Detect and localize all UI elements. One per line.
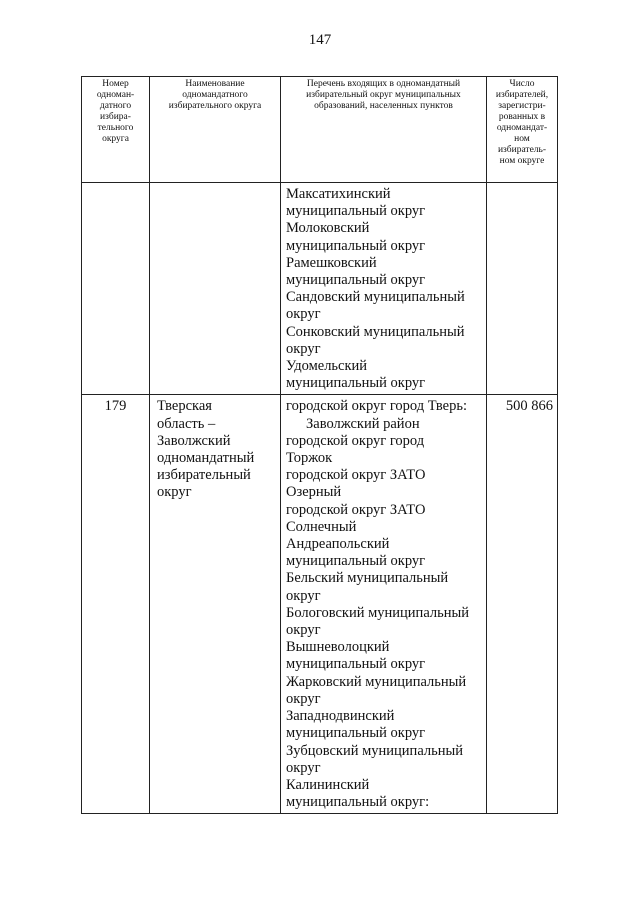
district-name-line: округ: [157, 484, 192, 501]
header-text-line: Номер: [102, 79, 129, 89]
municipality-line: округ: [286, 622, 321, 639]
header-text-line: датного: [99, 101, 132, 111]
header-text-line: избиратель-: [497, 145, 547, 155]
municipality-line: Сонковский муниципальный: [286, 323, 465, 340]
municipality-line: муниципальный округ: [286, 656, 426, 673]
header-text-line: избирательного округа: [168, 101, 262, 111]
header-text-line: округа: [102, 134, 129, 144]
municipality-line: муниципальный округ:: [286, 794, 430, 811]
header-text-line: ном: [514, 134, 530, 144]
page-number: 147: [308, 32, 332, 48]
municipality-line: Рамешковский: [286, 254, 377, 271]
header-voter-count: [487, 77, 558, 183]
header-text-line: Наименование: [185, 79, 245, 89]
header-voters-lines: [489, 79, 555, 167]
continuation-voters-cell: [487, 183, 558, 395]
table-row-continuation: [82, 183, 558, 395]
municipality-line: городской округ город: [286, 432, 425, 449]
district-voter-count: 500 866: [487, 395, 558, 814]
municipality-line: Зубцовский муниципальный: [286, 742, 463, 759]
municipality-line: Вышневолоцкий: [286, 639, 390, 656]
header-text-line: ном округе: [499, 156, 545, 166]
municipality-line: Бельский муниципальный: [286, 570, 449, 587]
municipality-line: Жарковский муниципальный: [286, 673, 467, 690]
municipality-line: Западнодвинский: [286, 708, 395, 725]
municipality-line: Андреапольский: [286, 536, 390, 553]
district-name-line: избирательный: [157, 467, 251, 484]
header-district-number: [82, 77, 150, 183]
header-text-line: Число: [509, 79, 535, 89]
header-text-line: избирателей,: [495, 90, 549, 100]
municipality-line: городской округ ЗАТО: [286, 467, 426, 484]
district-name-line: Тверская: [157, 398, 212, 415]
municipality-line: Удомельский: [286, 358, 368, 375]
header-list-lines: [283, 79, 484, 112]
district-name-line: одномандатный: [157, 450, 255, 467]
header-text-line: образований, населенных пунктов: [314, 101, 453, 111]
header-number-lines: [84, 79, 147, 145]
table-row-district-179: [82, 395, 558, 814]
municipality-line: округ: [286, 587, 321, 604]
header-text-line: зарегистри-: [498, 101, 546, 111]
municipality-line: муниципальный округ: [286, 725, 426, 742]
municipality-line: городской округ ЗАТО: [286, 501, 426, 518]
municipality-line: Сандовский муниципальный: [286, 289, 465, 306]
header-text-line: одноман-: [96, 90, 135, 100]
municipality-line: муниципальный округ: [286, 375, 426, 392]
municipality-line: округ: [286, 306, 321, 323]
municipality-line: округ: [286, 340, 321, 357]
header-municipalities-list: [281, 77, 487, 183]
table-header-row: [82, 77, 558, 183]
municipality-line: Озерный: [286, 484, 342, 501]
district-name-cell: [150, 395, 281, 814]
continuation-number-cell: [82, 183, 150, 395]
municipality-line: округ: [286, 759, 321, 776]
district-number: 179: [82, 395, 150, 814]
municipality-line: округ: [286, 690, 321, 707]
header-text-line: рованных в: [498, 112, 546, 122]
municipality-line: Калининский: [286, 776, 370, 793]
continuation-list-cell: [281, 183, 487, 395]
header-text-line: одномандат-: [496, 123, 548, 133]
district-name-line: область –: [157, 415, 216, 432]
municipality-line: Заволжский район: [306, 415, 420, 432]
municipality-line: Торжок: [286, 450, 333, 467]
municipality-line: Солнечный: [286, 518, 357, 535]
header-name-lines: [152, 79, 278, 112]
municipality-line: муниципальный округ: [286, 553, 426, 570]
electoral-districts-table: [81, 76, 558, 814]
municipality-line: муниципальный округ: [286, 272, 426, 289]
municipality-line: Молоковский: [286, 220, 370, 237]
district-name-line: Заволжский: [157, 432, 231, 449]
municipality-line: городской округ город Тверь:: [286, 398, 467, 415]
header-text-line: одномандатного: [182, 90, 248, 100]
header-text-line: Перечень входящих в одномандатный: [306, 79, 461, 89]
header-text-line: тельного: [97, 123, 134, 133]
continuation-name-cell: [150, 183, 281, 395]
header-text-line: избирательный округ муниципальных: [306, 90, 461, 100]
header-district-name: [150, 77, 281, 183]
header-text-line: избира-: [100, 112, 131, 122]
municipality-line: муниципальный округ: [286, 203, 426, 220]
municipality-line: муниципальный округ: [286, 237, 426, 254]
municipality-line: Бологовский муниципальный: [286, 604, 469, 621]
district-list-cell: [281, 395, 487, 814]
municipality-line: Максатихинский: [286, 186, 391, 202]
